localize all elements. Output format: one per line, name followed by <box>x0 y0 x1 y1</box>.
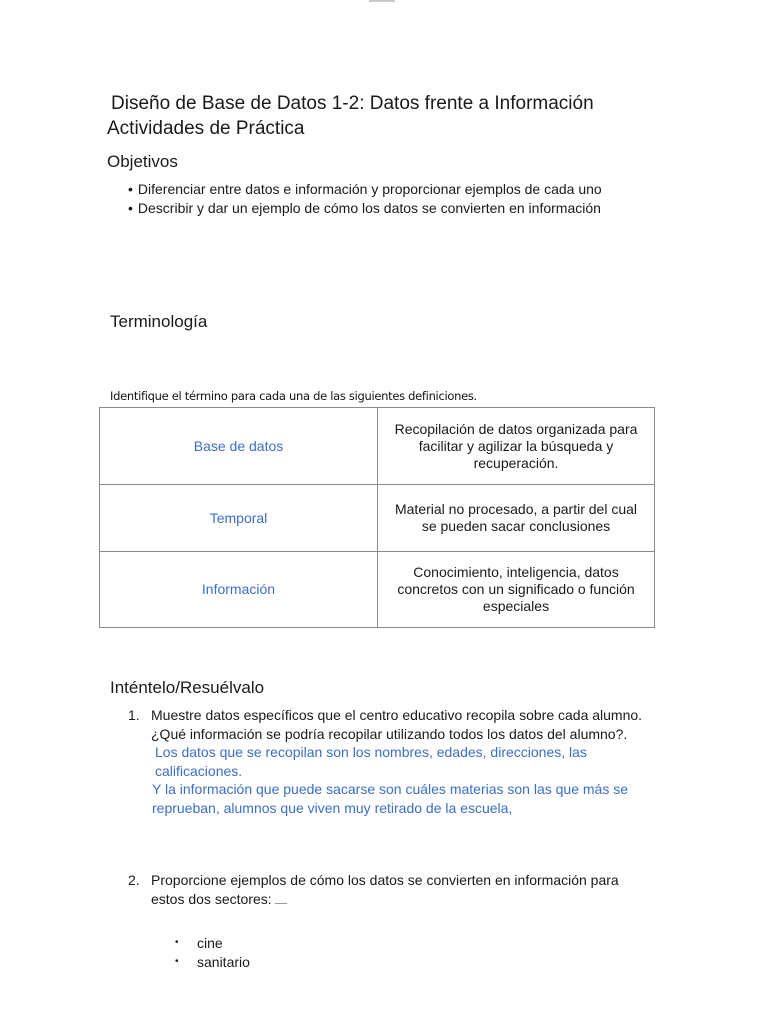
try-it-heading: Inténtelo/Resuélvalo <box>110 678 265 697</box>
question-text: Muestre datos específicos que el centro educativo recopila sobre cada alumno.¿Qué información se podría recopilar utilizando todos los datos del alumno?. <box>151 707 643 742</box>
table-row <box>100 408 655 485</box>
sector-item: • cine <box>175 934 250 953</box>
term-definition: Conocimiento, inteligencia, datos concretos con un significado o función especiales <box>378 552 655 628</box>
page-top-mark <box>369 0 395 2</box>
document-title: Diseño de Base de Datos 1-2: Datos frente a Información <box>111 93 594 114</box>
answer-text: Los datos que se recopilan son los nombres, edades, direcciones, las calificaciones. <box>155 744 587 779</box>
document-subtitle: Actividades de Práctica <box>107 118 305 139</box>
objectives-list <box>128 180 602 218</box>
terminology-instruction: Identifique el término para cada una de las siguientes definiciones. <box>110 389 477 403</box>
sector-item: • sanitario <box>175 953 250 972</box>
question-number: 1. <box>128 707 140 723</box>
answer-text: Y la información que puede sacarse son cuáles materias son las que más se reprueban, alumnos que viven muy retirado de la escuela, <box>152 781 629 816</box>
objective-item: • Diferenciar entre datos e información y proporcionar ejemplos de cada uno <box>128 180 602 199</box>
term-answer: Base de datos <box>100 408 378 485</box>
table-row <box>100 485 655 552</box>
objectives-heading: Objetivos <box>107 152 178 171</box>
term-answer: Información <box>100 552 378 628</box>
sectors-list <box>175 934 250 971</box>
term-answer: Temporal <box>100 485 378 552</box>
term-definition: Material no procesado, a partir del cual se pueden sacar conclusiones <box>378 485 655 552</box>
question-number: 2. <box>128 872 140 888</box>
question-text: Proporcione ejemplos de cómo los datos se convierten en información para estos dos sectores: <box>151 872 619 907</box>
term-definition: Recopilación de datos organizada para facilitar y agilizar la búsqueda y recuperación. <box>378 408 655 485</box>
objective-item: • Describir y dar un ejemplo de cómo los datos se convierten en información <box>128 199 602 218</box>
terminology-table <box>99 407 655 628</box>
table-row <box>100 552 655 628</box>
terminology-heading: Terminología <box>110 312 208 331</box>
answer-blank <box>275 903 287 904</box>
